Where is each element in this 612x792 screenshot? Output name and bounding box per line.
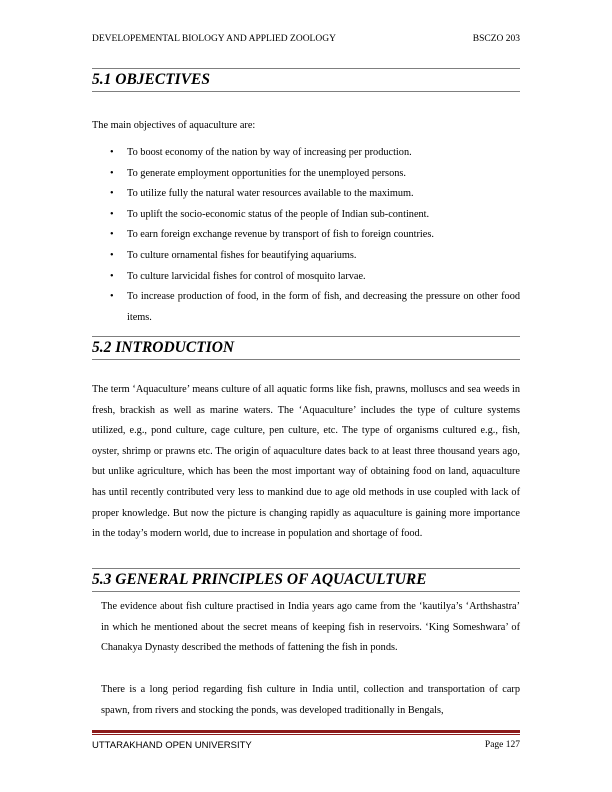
bullet-icon: •	[110, 270, 114, 282]
introduction-paragraph: The term ‘Aquaculture’ means culture of all aquatic forms like fish, prawns, molluscs and sea weeds in fresh, brackish as well as marine waters. The ‘Aquaculture’ includes the type of culture systems utilized, e.g., pond culture, cage culture, pen culture, etc. The type of organisms cultured e.g., fish, oyster, shrimp or prawns etc. The origin of aquaculture dates back to at least three thousand years ago, but unlike agriculture, which has been the most important way of obtaining food on land, aquaculture has until recently contributed very less to mankind due to age old methods in use coupled with lack of proper knowledge. But now the picture is changing rapidly as aquaculture is gaining more importance in the today’s modern world, due to increase in population and shortage of food.	[92, 384, 520, 540]
footer-divider	[92, 730, 520, 733]
objectives-intro: The main objectives of aquaculture are:	[92, 120, 256, 131]
section-heading-objectives: 5.1 OBJECTIVES	[92, 68, 520, 92]
footer-university: UTTARAKHAND OPEN UNIVERSITY	[92, 740, 252, 751]
list-item: • To earn foreign exchange revenue by transport of fish to foreign countries.	[110, 225, 520, 246]
header-course-code: BSCZO 203	[472, 34, 520, 44]
bullet-icon: •	[110, 291, 114, 303]
section-heading-principles: 5.3 GENERAL PRINCIPLES OF AQUACULTURE	[92, 568, 520, 592]
bullet-icon: •	[110, 229, 114, 241]
header-title: DEVELOPEMENTAL BIOLOGY AND APPLIED ZOOLOGY	[92, 34, 336, 44]
page-number: Page 127	[484, 740, 520, 750]
list-item: • To generate employment opportunities for the unemployed persons.	[110, 164, 520, 185]
list-item: • To increase production of food, in the form of fish, and decreasing the pressure on other food items.	[110, 287, 520, 328]
principles-paragraph-2: There is a long period regarding fish culture in India until, collection and transportation of carp spawn, from rivers and stocking the ponds, was developed traditionally in Bengals,	[101, 684, 520, 716]
bullet-icon: •	[110, 147, 114, 158]
bullet-icon: •	[110, 167, 114, 179]
list-item: • To culture ornamental fishes for beautifying aquariums.	[110, 246, 520, 267]
bullet-icon: •	[110, 249, 114, 261]
footer-divider-thin	[92, 734, 520, 735]
list-item: • To utilize fully the natural water resources available to the maximum.	[110, 184, 520, 205]
list-item: • To culture larvicidal fishes for control of mosquito larvae.	[110, 267, 520, 288]
objectives-list	[110, 143, 520, 328]
principles-paragraph-1: The evidence about fish culture practised in India years ago came from the ‘kautilya’s ‘Arthshastra’ in which he mentioned about the secret means of keeping fish in reservoirs. ‘King Someshwara’ of Chanakya Dynasty described the methods of fattening the fish in ponds.	[101, 601, 520, 654]
section-heading-introduction: 5.2 INTRODUCTION	[92, 336, 520, 360]
list-item: • To boost economy of the nation by way of increasing per production.	[110, 143, 520, 164]
bullet-icon: •	[110, 188, 114, 200]
list-item: • To uplift the socio-economic status of the people of Indian sub-continent.	[110, 205, 520, 226]
bullet-icon: •	[110, 208, 114, 220]
